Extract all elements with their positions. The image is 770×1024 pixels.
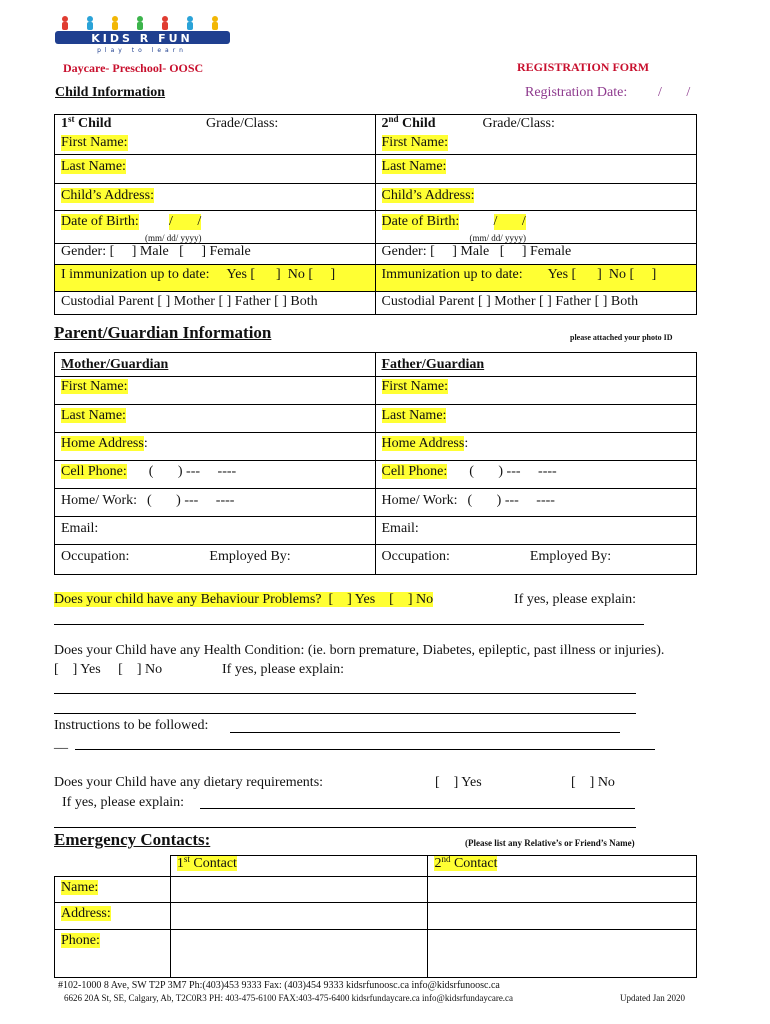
child-1-last-name[interactable]: Last Name: xyxy=(61,159,126,174)
father-employed-by[interactable]: Employed By: xyxy=(529,549,612,564)
mother-employed-by[interactable]: Employed By: xyxy=(209,549,291,564)
emergency-table xyxy=(54,855,697,978)
contact-2-address[interactable] xyxy=(428,903,697,930)
child-2-gender[interactable]: Gender: [ ] Male [ ] Female xyxy=(375,244,696,265)
contact-2-header: 2nd Contact xyxy=(434,854,498,871)
child-1-first-name[interactable]: First Name: xyxy=(61,135,128,150)
child-1-address[interactable]: Child’s Address: xyxy=(61,188,154,203)
child-1-custodial[interactable]: Custodial Parent [ ] Mother [ ] Father [ ] Both xyxy=(55,292,376,315)
footer-line-2: 6626 20A St, SE, Calgary, Ab, T2C0R3 PH: 403-475-6100 FAX:403-475-6400 kidsrfundaycare.ca info@kidsrfundaycare.ca xyxy=(64,993,514,1003)
photo-id-note: please attached your photo ID xyxy=(570,333,673,342)
emergency-phone-label: Phone: xyxy=(61,933,100,948)
health-explain-line-2[interactable] xyxy=(54,713,636,714)
form-title: REGISTRATION FORM xyxy=(517,60,650,74)
health-options[interactable]: [ ] Yes [ ] No xyxy=(54,662,163,677)
father-home-work[interactable]: Home/ Work: xyxy=(381,493,458,508)
mother-email[interactable]: Email: xyxy=(55,517,376,545)
contact-1-phone[interactable] xyxy=(170,930,428,978)
child-2-custodial[interactable]: Custodial Parent [ ] Mother [ ] Father [ ] Both xyxy=(375,292,696,315)
instructions-label: Instructions to be followed: xyxy=(54,718,209,733)
dietary-explain-line-1[interactable] xyxy=(200,808,635,809)
mother-home-work[interactable]: Home/ Work: xyxy=(61,493,137,508)
emergency-address-label: Address: xyxy=(61,906,111,921)
behaviour-explain-label: If yes, please explain: xyxy=(514,592,637,607)
child-2-address[interactable]: Child’s Address: xyxy=(381,188,475,203)
dietary-no[interactable]: [ ] No xyxy=(571,775,615,790)
contact-2-phone[interactable] xyxy=(428,930,697,978)
instructions-line-1[interactable] xyxy=(230,732,620,733)
contact-1-name[interactable] xyxy=(170,877,428,903)
mother-last-name[interactable]: Last Name: xyxy=(61,408,126,423)
mother-home-address[interactable]: Home Address xyxy=(61,436,144,451)
instructions-line-2[interactable] xyxy=(75,749,655,750)
contact-1-address[interactable] xyxy=(170,903,428,930)
dietary-explain-label: If yes, please explain: xyxy=(62,795,185,810)
behaviour-explain-line[interactable] xyxy=(54,624,644,625)
dietary-question: Does your Child have any dietary requirements: xyxy=(54,775,324,790)
behaviour-question[interactable]: Does your child have any Behaviour Problems? [ ] Yes [ ] No xyxy=(54,592,434,607)
dietary-explain-line-2[interactable] xyxy=(54,827,636,828)
father-occupation[interactable]: Occupation: xyxy=(381,549,450,564)
child-info-title: Child Information xyxy=(55,85,166,100)
health-question: Does your Child have any Health Condition: (ie. born premature, Diabetes, epileptic, past illness or injuries). xyxy=(54,643,665,658)
father-email[interactable]: Email: xyxy=(375,517,697,545)
instructions-dash: __ xyxy=(54,736,68,751)
father-first-name[interactable]: First Name: xyxy=(381,379,448,394)
registration-date-slashes[interactable]: / / xyxy=(658,85,691,100)
child-1-header: 1st Child Grade/Class: First Name: xyxy=(55,115,376,155)
father-cell-phone[interactable]: Cell Phone: xyxy=(381,464,448,479)
contact-2-name[interactable] xyxy=(428,877,697,903)
emergency-name-label: Name: xyxy=(61,880,99,895)
child-1-dob[interactable]: Date of Birth: xyxy=(61,214,139,229)
footer-line-1: #102-1000 8 Ave, SW T2P 3M7 Ph:(403)453 9333 Fax: (403)454 9333 kidsrfunoosc.ca info@kidsrfunoosc.ca xyxy=(58,980,500,991)
mother-occupation[interactable]: Occupation: xyxy=(61,549,130,564)
registration-date-label: Registration Date: xyxy=(525,85,628,100)
emergency-title: Emergency Contacts: xyxy=(54,830,211,849)
father-home-address[interactable]: Home Address xyxy=(381,436,465,451)
parent-info-title: Parent/Guardian Information xyxy=(54,323,272,342)
health-explain-line-1[interactable] xyxy=(54,693,636,694)
logo-tagline: play to learn xyxy=(97,47,187,54)
child-1-immunization-options[interactable]: Yes [ ] No [ ] xyxy=(226,267,336,282)
child-2-immunization: Immunization up to date: xyxy=(381,267,523,282)
logo-text: KIDS R FUN xyxy=(91,32,193,45)
child-2-dob[interactable]: Date of Birth: xyxy=(381,214,460,229)
mother-guardian-header: Mother/Guardian xyxy=(55,353,376,377)
father-guardian-header: Father/Guardian xyxy=(375,353,697,377)
parent-info-table: Mother/Guardian Father/Guardian First Name: First Name: Last Name: Last Name: Home Address: Home Address: Cell Phone: ( ) --- ---- Cell Phone: ( ) --- ---- Home/ Work: ( ) --- ---- Home/ Work: ( ) --- ---- Email: Email: Occupation: Employed By: Occupation: Employed By: xyxy=(54,352,697,575)
father-last-name[interactable]: Last Name: xyxy=(381,408,447,423)
mother-cell-phone[interactable]: Cell Phone: xyxy=(61,464,127,479)
dietary-yes[interactable]: [ ] Yes xyxy=(435,775,482,790)
mother-first-name[interactable]: First Name: xyxy=(61,379,128,394)
health-explain-label: If yes, please explain: xyxy=(222,662,345,677)
emergency-note: (Please list any Relative’s or Friend’s Name) xyxy=(465,838,635,848)
child-info-table: 1st Child Grade/Class: First Name: 2nd Child Grade/Class: First Name: Last Name: Last Name: Child’s Address: Child’s Address: Date of Birth: / / (mm/ dd/ yyyy) Date of Birth: / / (mm/ dd/ yyyy) Gender: [ ] Male [ ] Female Gender: [ ] Male [ ] Female I immunization up to date: Yes [ ] No [ ] Immunization up to date: Yes [ ] No [ ] Custodial Parent [ ] Mother [ ] Father [ ] Both Custodial Parent [ ] Mother [ ] Father [ ] Both xyxy=(54,114,697,315)
child-2-immunization-options[interactable]: Yes [ ] No [ ] xyxy=(547,267,657,282)
programs-label: Daycare- Preschool- OOSC xyxy=(63,61,204,75)
child-1-immunization: I immunization up to date: xyxy=(61,267,210,282)
company-logo xyxy=(55,14,230,54)
footer-updated: Updated Jan 2020 xyxy=(620,993,685,1003)
child-2-last-name[interactable]: Last Name: xyxy=(381,159,447,174)
child-1-gender[interactable]: Gender: [ ] Male [ ] Female xyxy=(55,244,376,265)
contact-1-header: 1st Contact xyxy=(176,854,237,871)
child-2-header: 2nd Child Grade/Class: First Name: xyxy=(375,115,696,155)
child-2-first-name[interactable]: First Name: xyxy=(381,135,449,150)
